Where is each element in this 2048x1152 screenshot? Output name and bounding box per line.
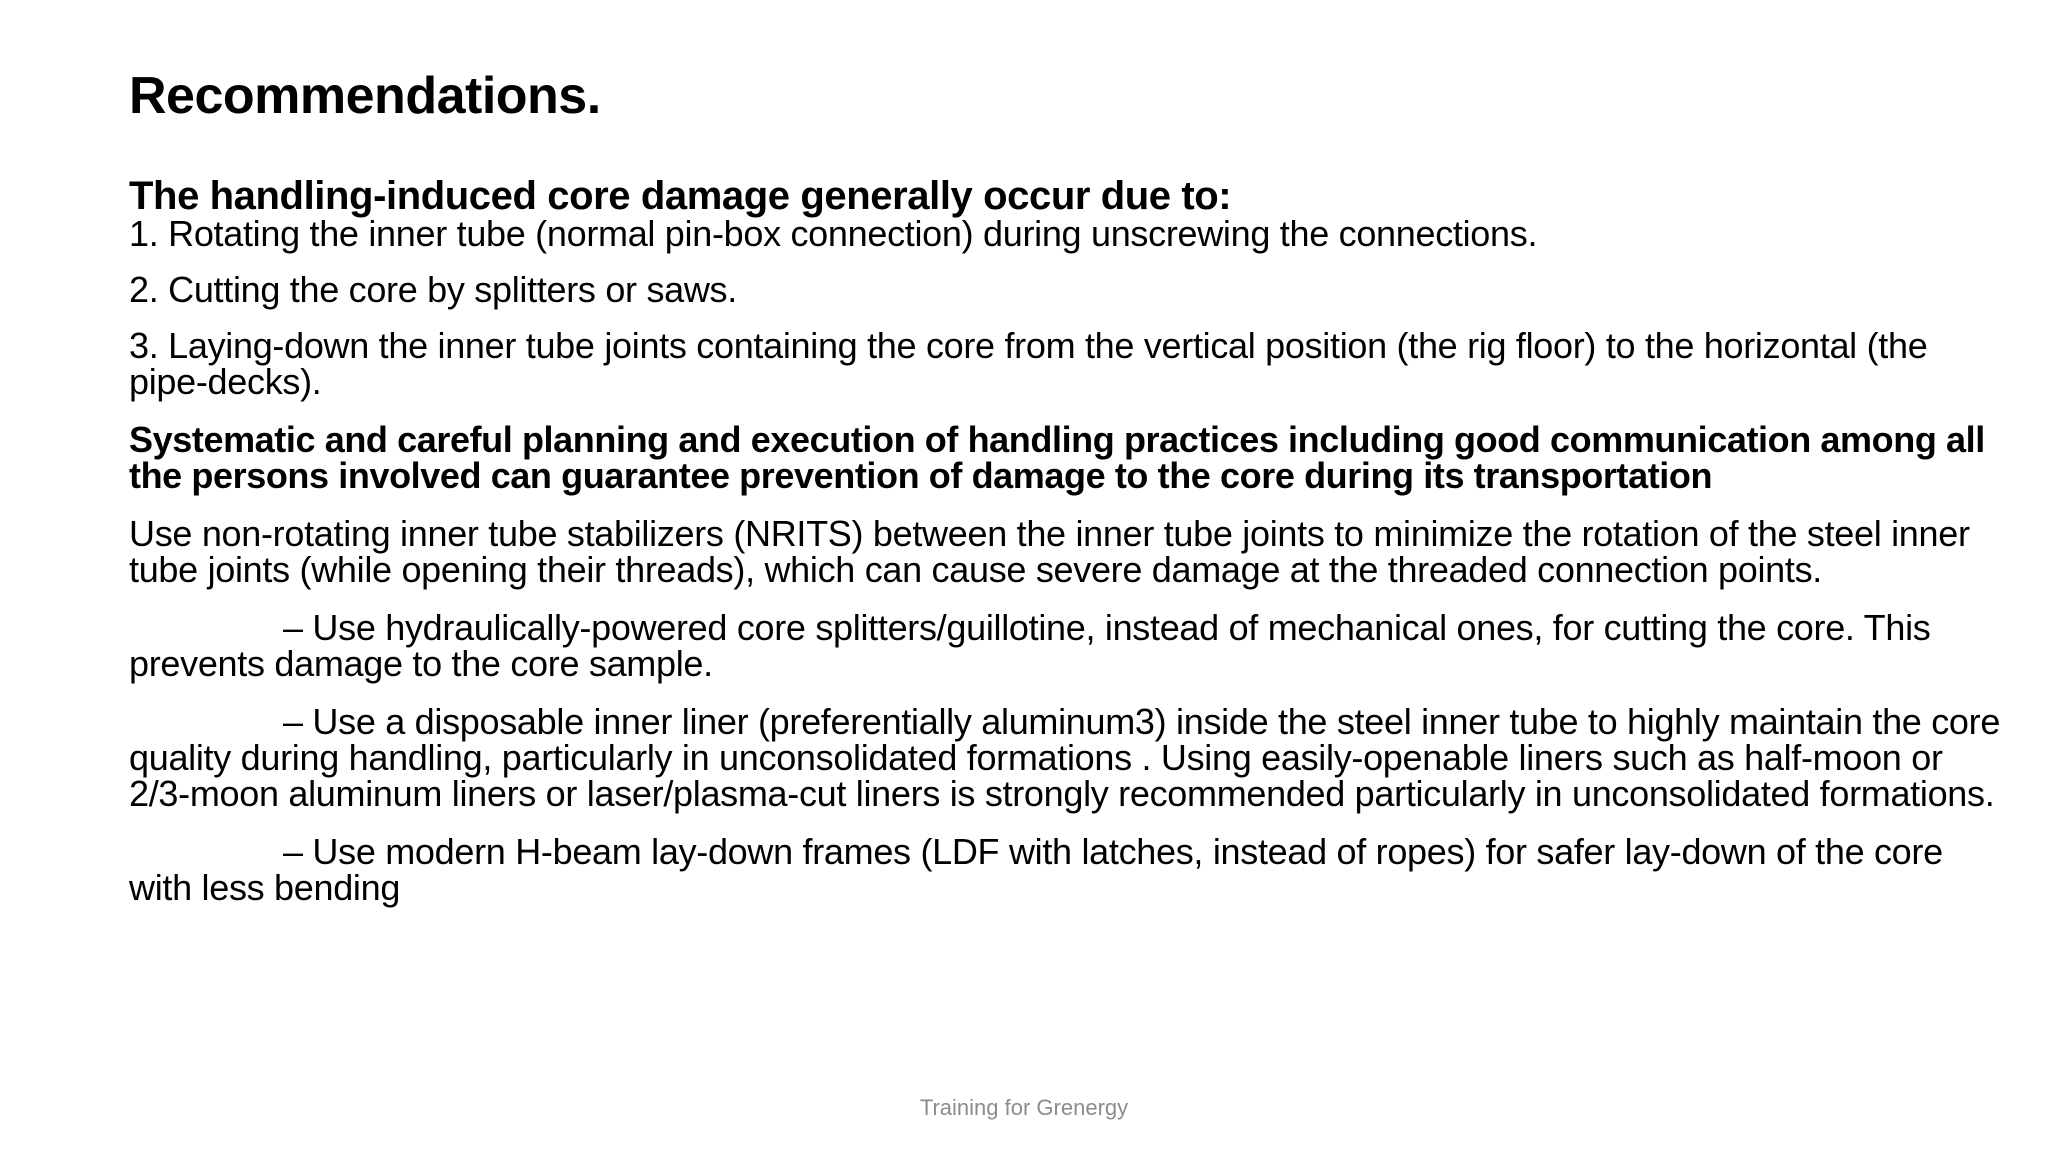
cause-item-1: 1. Rotating the inner tube (normal pin-box connection) during unscrewing the connections. — [129, 213, 1538, 254]
slide-title: Recommendations. — [129, 67, 601, 125]
slide-footer: Training for Grenergy — [919, 1095, 1129, 1120]
cause-item-2: 2. Cutting the core by splitters or saws. — [129, 269, 737, 310]
cause-item-3: 3. Laying-down the inner tube joints containing the core from the vertical position (the rig floor) to the horizontal (the pipe-decks). — [129, 325, 1928, 402]
recommendation-liner: – Use a disposable inner liner (preferentially aluminum3) inside the steel inner tube to highly maintain the core quality during handling, particularly in unconsolidated formations . Using easily-openable liners such as half-moon or 2/3-moon aluminum liners or laser/plasma-cut liners is strongly recommended particularly in unconsolidated formations. — [129, 701, 2001, 814]
planning-statement: Systematic and careful planning and execution of handling practices including good communication among all the persons involved can guarantee prevention of damage to the core during its transportation — [129, 419, 1985, 496]
slide-body — [129, 176, 2009, 906]
recommendation-nrits: Use non-rotating inner tube stabilizers (NRITS) between the inner tube joints to minimize the rotation of the steel inner tube joints (while opening their threads), which can cause severe damage at the threaded connection points. — [129, 513, 1970, 590]
recommendation-splitters: – Use hydraulically-powered core splitters/guillotine, instead of mechanical ones, for cutting the core. This prevents damage to the core sample. — [129, 607, 1931, 684]
recommendation-laydown-frames: – Use modern H-beam lay-down frames (LDF with latches, instead of ropes) for safer lay-down of the core with less bending — [129, 831, 1943, 908]
causes-heading: The handling-induced core damage generally occur due to: — [129, 174, 1232, 218]
